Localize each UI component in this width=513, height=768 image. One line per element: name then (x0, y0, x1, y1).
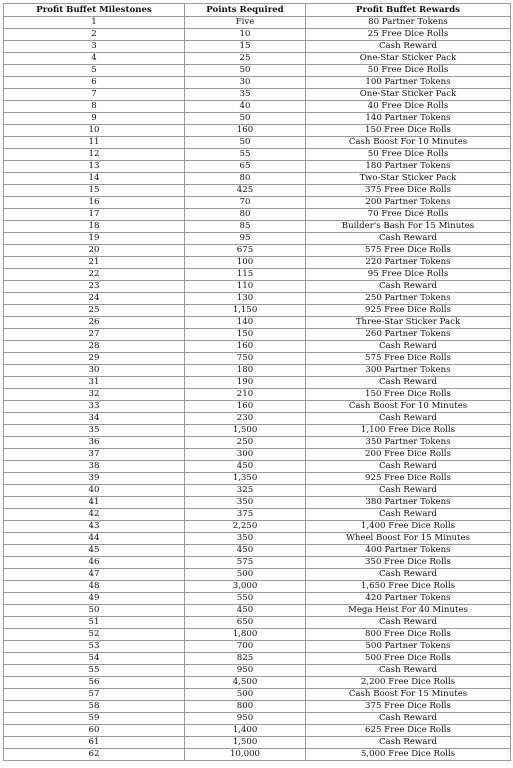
reward-cell: 375 Free Dice Rolls (306, 701, 511, 713)
reward-cell: Cash Reward (306, 617, 511, 629)
reward-cell: 150 Free Dice Rolls (306, 125, 511, 137)
milestone-cell: 23 (4, 281, 185, 293)
milestone-cell: 56 (4, 677, 185, 689)
points-cell: 1,150 (185, 305, 306, 317)
table-row (4, 29, 511, 41)
table-row (4, 269, 511, 281)
table-row (4, 569, 511, 581)
table-row (4, 137, 511, 149)
points-cell: 750 (185, 353, 306, 365)
table-row (4, 425, 511, 437)
milestone-cell: 20 (4, 245, 185, 257)
milestone-cell: 17 (4, 209, 185, 221)
points-cell: 650 (185, 617, 306, 629)
table-row (4, 245, 511, 257)
table-body (4, 17, 511, 761)
reward-cell: 70 Free Dice Rolls (306, 209, 511, 221)
milestone-cell: 27 (4, 329, 185, 341)
table-row (4, 497, 511, 509)
milestone-cell: 28 (4, 341, 185, 353)
reward-cell: Cash Boost For 10 Minutes (306, 401, 511, 413)
reward-cell: 180 Partner Tokens (306, 161, 511, 173)
points-cell: 180 (185, 365, 306, 377)
milestone-cell: 40 (4, 485, 185, 497)
table-row (4, 221, 511, 233)
reward-cell: 575 Free Dice Rolls (306, 245, 511, 257)
milestones-table (3, 3, 511, 761)
table-row (4, 341, 511, 353)
points-cell: 100 (185, 257, 306, 269)
table-row (4, 77, 511, 89)
table-row (4, 257, 511, 269)
reward-cell: Cash Boost For 15 Minutes (306, 689, 511, 701)
points-cell: 230 (185, 413, 306, 425)
points-cell: 825 (185, 653, 306, 665)
reward-cell: Cash Reward (306, 413, 511, 425)
reward-cell: 40 Free Dice Rolls (306, 101, 511, 113)
milestone-cell: 21 (4, 257, 185, 269)
table-row (4, 509, 511, 521)
reward-cell: 1,100 Free Dice Rolls (306, 425, 511, 437)
table-row (4, 53, 511, 65)
table-row (4, 89, 511, 101)
points-cell: 350 (185, 533, 306, 545)
milestone-cell: 45 (4, 545, 185, 557)
points-cell: 50 (185, 113, 306, 125)
header-points-required: Points Required (185, 4, 306, 17)
table-row (4, 209, 511, 221)
points-cell: 450 (185, 605, 306, 617)
milestone-cell: 34 (4, 413, 185, 425)
points-cell: 350 (185, 497, 306, 509)
reward-cell: 400 Partner Tokens (306, 545, 511, 557)
points-cell: 55 (185, 149, 306, 161)
reward-cell: 200 Free Dice Rolls (306, 449, 511, 461)
milestone-cell: 50 (4, 605, 185, 617)
points-cell: 115 (185, 269, 306, 281)
milestone-cell: 10 (4, 125, 185, 137)
milestone-cell: 47 (4, 569, 185, 581)
points-cell: 10 (185, 29, 306, 41)
milestone-cell: 32 (4, 389, 185, 401)
points-cell: 1,500 (185, 425, 306, 437)
table-row (4, 641, 511, 653)
header-rewards: Profit Buffet Rewards (306, 4, 511, 17)
milestone-cell: 60 (4, 725, 185, 737)
table-row (4, 305, 511, 317)
points-cell: 160 (185, 401, 306, 413)
table-row (4, 317, 511, 329)
table-row (4, 677, 511, 689)
table-row (4, 17, 511, 29)
table-row (4, 461, 511, 473)
points-cell: 25 (185, 53, 306, 65)
points-cell: 325 (185, 485, 306, 497)
table-row (4, 413, 511, 425)
milestone-cell: 16 (4, 197, 185, 209)
table-row (4, 149, 511, 161)
milestone-cell: 31 (4, 377, 185, 389)
milestone-cell: 51 (4, 617, 185, 629)
points-cell: 40 (185, 101, 306, 113)
points-cell: 140 (185, 317, 306, 329)
table-row (4, 617, 511, 629)
header-milestones: Profit Buffet Milestones (4, 4, 185, 17)
milestone-cell: 8 (4, 101, 185, 113)
milestone-cell: 36 (4, 437, 185, 449)
milestone-cell: 62 (4, 749, 185, 761)
reward-cell: 420 Partner Tokens (306, 593, 511, 605)
milestone-cell: 13 (4, 161, 185, 173)
reward-cell: 500 Partner Tokens (306, 641, 511, 653)
table-row (4, 485, 511, 497)
table-row (4, 689, 511, 701)
milestone-cell: 12 (4, 149, 185, 161)
table-row (4, 293, 511, 305)
milestone-cell: 35 (4, 425, 185, 437)
reward-cell: 350 Free Dice Rolls (306, 557, 511, 569)
table-row (4, 125, 511, 137)
reward-cell: 300 Partner Tokens (306, 365, 511, 377)
table-row (4, 521, 511, 533)
points-cell: 250 (185, 437, 306, 449)
milestone-cell: 49 (4, 593, 185, 605)
points-cell: 1,500 (185, 737, 306, 749)
points-cell: 65 (185, 161, 306, 173)
milestone-cell: 4 (4, 53, 185, 65)
reward-cell: 80 Partner Tokens (306, 17, 511, 29)
milestone-cell: 55 (4, 665, 185, 677)
reward-cell: 250 Partner Tokens (306, 293, 511, 305)
reward-cell: Two-Star Sticker Pack (306, 173, 511, 185)
table-row (4, 389, 511, 401)
milestone-cell: 1 (4, 17, 185, 29)
milestone-cell: 42 (4, 509, 185, 521)
table-row (4, 725, 511, 737)
points-cell: 80 (185, 209, 306, 221)
reward-cell: 150 Free Dice Rolls (306, 389, 511, 401)
milestone-cell: 11 (4, 137, 185, 149)
table-row (4, 653, 511, 665)
milestone-cell: 61 (4, 737, 185, 749)
milestone-cell: 6 (4, 77, 185, 89)
milestone-cell: 48 (4, 581, 185, 593)
reward-cell: 925 Free Dice Rolls (306, 473, 511, 485)
reward-cell: Cash Reward (306, 737, 511, 749)
points-cell: 450 (185, 461, 306, 473)
points-cell: 95 (185, 233, 306, 245)
points-cell: 160 (185, 341, 306, 353)
milestone-cell: 26 (4, 317, 185, 329)
reward-cell: Cash Reward (306, 569, 511, 581)
milestone-cell: 39 (4, 473, 185, 485)
reward-cell: 1,400 Free Dice Rolls (306, 521, 511, 533)
milestone-cell: 18 (4, 221, 185, 233)
table-row (4, 449, 511, 461)
points-cell: 500 (185, 689, 306, 701)
points-cell: 300 (185, 449, 306, 461)
points-cell: 700 (185, 641, 306, 653)
milestone-cell: 29 (4, 353, 185, 365)
table-row (4, 41, 511, 53)
reward-cell: 350 Partner Tokens (306, 437, 511, 449)
table-row (4, 605, 511, 617)
reward-cell: 260 Partner Tokens (306, 329, 511, 341)
points-cell: 85 (185, 221, 306, 233)
reward-cell: Wheel Boost For 15 Minutes (306, 533, 511, 545)
milestone-cell: 46 (4, 557, 185, 569)
table-row (4, 185, 511, 197)
points-cell: 130 (185, 293, 306, 305)
milestone-cell: 19 (4, 233, 185, 245)
points-cell: 80 (185, 173, 306, 185)
reward-cell: One-Star Sticker Pack (306, 53, 511, 65)
reward-cell: Cash Reward (306, 665, 511, 677)
table-row (4, 113, 511, 125)
table-row (4, 353, 511, 365)
points-cell: 15 (185, 41, 306, 53)
table-row (4, 377, 511, 389)
reward-cell: Cash Reward (306, 461, 511, 473)
reward-cell: Cash Boost For 10 Minutes (306, 137, 511, 149)
reward-cell: Cash Reward (306, 281, 511, 293)
milestone-cell: 44 (4, 533, 185, 545)
reward-cell: 140 Partner Tokens (306, 113, 511, 125)
points-cell: 500 (185, 569, 306, 581)
points-cell: 800 (185, 701, 306, 713)
table-row (4, 533, 511, 545)
milestone-cell: 15 (4, 185, 185, 197)
reward-cell: Mega Heist For 40 Minutes (306, 605, 511, 617)
table-row (4, 365, 511, 377)
reward-cell: Cash Reward (306, 509, 511, 521)
reward-cell: Builder's Bash For 15 Minutes (306, 221, 511, 233)
milestone-cell: 53 (4, 641, 185, 653)
points-cell: 10,000 (185, 749, 306, 761)
milestone-cell: 41 (4, 497, 185, 509)
points-cell: 2,250 (185, 521, 306, 533)
reward-cell: 625 Free Dice Rolls (306, 725, 511, 737)
reward-cell: 1,650 Free Dice Rolls (306, 581, 511, 593)
milestone-cell: 37 (4, 449, 185, 461)
milestone-cell: 5 (4, 65, 185, 77)
table-row (4, 401, 511, 413)
points-cell: 3,000 (185, 581, 306, 593)
milestone-cell: 57 (4, 689, 185, 701)
points-cell: 70 (185, 197, 306, 209)
reward-cell: 925 Free Dice Rolls (306, 305, 511, 317)
points-cell: 190 (185, 377, 306, 389)
table-row (4, 557, 511, 569)
points-cell: Five (185, 17, 306, 29)
reward-cell: Cash Reward (306, 713, 511, 725)
table-row (4, 281, 511, 293)
reward-cell: 220 Partner Tokens (306, 257, 511, 269)
table-row (4, 473, 511, 485)
milestone-cell: 3 (4, 41, 185, 53)
reward-cell: 50 Free Dice Rolls (306, 149, 511, 161)
table-row (4, 65, 511, 77)
milestone-cell: 54 (4, 653, 185, 665)
milestone-cell: 43 (4, 521, 185, 533)
points-cell: 375 (185, 509, 306, 521)
points-cell: 1,400 (185, 725, 306, 737)
reward-cell: 100 Partner Tokens (306, 77, 511, 89)
reward-cell: Three-Star Sticker Pack (306, 317, 511, 329)
milestone-cell: 52 (4, 629, 185, 641)
reward-cell: Cash Reward (306, 485, 511, 497)
table-row (4, 329, 511, 341)
reward-cell: Cash Reward (306, 233, 511, 245)
reward-cell: One-Star Sticker Pack (306, 89, 511, 101)
milestone-cell: 14 (4, 173, 185, 185)
milestone-cell: 2 (4, 29, 185, 41)
points-cell: 35 (185, 89, 306, 101)
points-cell: 50 (185, 65, 306, 77)
reward-cell: Cash Reward (306, 377, 511, 389)
points-cell: 675 (185, 245, 306, 257)
table-row (4, 101, 511, 113)
reward-cell: 800 Free Dice Rolls (306, 629, 511, 641)
table-row (4, 701, 511, 713)
reward-cell: 95 Free Dice Rolls (306, 269, 511, 281)
milestone-cell: 22 (4, 269, 185, 281)
table-row (4, 749, 511, 761)
points-cell: 1,350 (185, 473, 306, 485)
table-row (4, 545, 511, 557)
table-row (4, 737, 511, 749)
reward-cell: 50 Free Dice Rolls (306, 65, 511, 77)
table-header-row (4, 4, 511, 17)
reward-cell: 5,000 Free Dice Rolls (306, 749, 511, 761)
reward-cell: 200 Partner Tokens (306, 197, 511, 209)
reward-cell: 2,200 Free Dice Rolls (306, 677, 511, 689)
table-row (4, 173, 511, 185)
points-cell: 425 (185, 185, 306, 197)
table-row (4, 437, 511, 449)
milestone-cell: 33 (4, 401, 185, 413)
table-row (4, 629, 511, 641)
reward-cell: 375 Free Dice Rolls (306, 185, 511, 197)
table-row (4, 581, 511, 593)
milestone-cell: 24 (4, 293, 185, 305)
milestone-cell: 30 (4, 365, 185, 377)
points-cell: 30 (185, 77, 306, 89)
milestone-cell: 38 (4, 461, 185, 473)
reward-cell: 500 Free Dice Rolls (306, 653, 511, 665)
reward-cell: 380 Partner Tokens (306, 497, 511, 509)
points-cell: 210 (185, 389, 306, 401)
table-row (4, 197, 511, 209)
points-cell: 1,800 (185, 629, 306, 641)
reward-cell: Cash Reward (306, 341, 511, 353)
milestone-cell: 25 (4, 305, 185, 317)
reward-cell: 575 Free Dice Rolls (306, 353, 511, 365)
points-cell: 950 (185, 665, 306, 677)
milestone-cell: 9 (4, 113, 185, 125)
reward-cell: Cash Reward (306, 41, 511, 53)
points-cell: 160 (185, 125, 306, 137)
points-cell: 950 (185, 713, 306, 725)
table-row (4, 161, 511, 173)
milestone-cell: 7 (4, 89, 185, 101)
points-cell: 110 (185, 281, 306, 293)
table-row (4, 665, 511, 677)
reward-cell: 25 Free Dice Rolls (306, 29, 511, 41)
points-cell: 450 (185, 545, 306, 557)
table-row (4, 713, 511, 725)
points-cell: 50 (185, 137, 306, 149)
points-cell: 4,500 (185, 677, 306, 689)
points-cell: 550 (185, 593, 306, 605)
points-cell: 575 (185, 557, 306, 569)
table-row (4, 233, 511, 245)
table-row (4, 593, 511, 605)
points-cell: 150 (185, 329, 306, 341)
milestone-cell: 58 (4, 701, 185, 713)
milestone-cell: 59 (4, 713, 185, 725)
